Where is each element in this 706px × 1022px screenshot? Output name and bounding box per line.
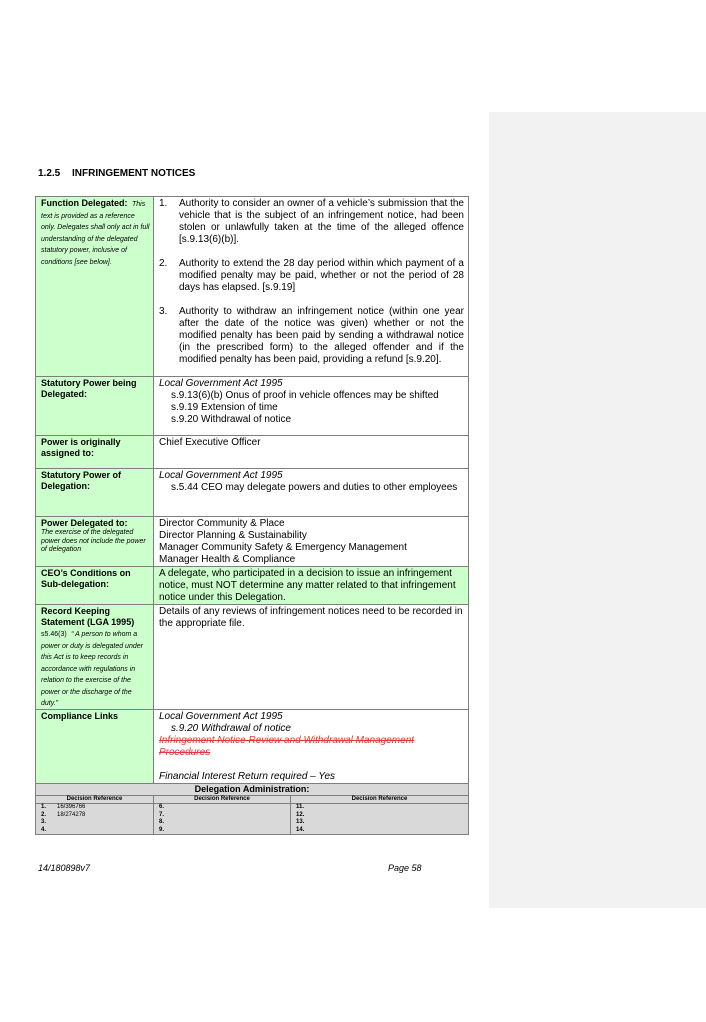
decision-reference-value — [312, 827, 468, 835]
decision-reference-row — [154, 827, 290, 835]
authority-item-number: 1. — [159, 198, 168, 209]
label-record-keeping: Record Keeping Statement (LGA 1995) s5.46(3) “ A person to whom a power or duty is delegated under this Act is to keep records in accordance with regulations in relation to the exercise of the power or the discharge of the duty.” — [36, 605, 154, 710]
decision-reference-value — [57, 819, 153, 827]
decision-reference-row — [36, 812, 153, 820]
power-of-delegation-value — [154, 469, 469, 517]
delegated-to-value — [154, 517, 469, 567]
record-keeping-ref: s5.46(3) — [41, 631, 67, 638]
statutory-power-act: Local Government Act 1995 — [159, 378, 283, 389]
decision-reference-value: 18/274278 — [57, 811, 86, 818]
label-compliance: Compliance Links — [36, 709, 154, 783]
label-function-delegated — [36, 197, 154, 377]
decision-reference-value — [175, 804, 290, 812]
decision-reference-value — [57, 827, 153, 835]
authority-item — [159, 306, 464, 366]
decision-reference-row — [36, 827, 153, 835]
section-heading — [38, 168, 195, 179]
decision-reference-row — [36, 804, 153, 812]
function-delegated-note: This text is provided as a reference only. Delegates shall only act in full understanding of the delegated statutory power, inclusive of conditions [see below]. — [41, 201, 150, 266]
struck-procedure-link[interactable]: Infringement Notice Review and Withdrawal Management Procedures — [159, 734, 415, 758]
row-power-of-delegation — [36, 469, 469, 517]
decision-reference-header: Decision Reference — [36, 796, 153, 805]
page-number: Page 58 — [388, 863, 422, 873]
delegate: Manager Health & Compliance — [159, 554, 296, 565]
decision-reference-row — [154, 819, 290, 827]
compliance-act: Local Government Act 1995 — [159, 710, 283, 722]
power-of-delegation-line: s.5.44 CEO may delegate powers and duties to other employees — [171, 482, 458, 493]
document-reference: 14/180898v7 — [38, 863, 91, 873]
label-originally-assigned: Power is originally assigned to: — [36, 436, 154, 469]
decision-reference-value — [312, 819, 468, 827]
record-keeping-value: Details of any reviews of infringement notices need to be recorded in the appropriate file. — [154, 605, 469, 710]
compliance-line: s.9.20 Withdrawal of notice — [171, 722, 291, 734]
power-of-delegation-act: Local Government Act 1995 — [159, 470, 283, 481]
delegate: Director Community & Place — [159, 518, 285, 529]
row-statutory-power — [36, 377, 469, 436]
admin-column — [36, 795, 154, 835]
function-delegated-label: Function Delegated: — [41, 198, 128, 208]
decision-reference-index: 4. — [41, 826, 47, 833]
decision-reference-index: 12. — [296, 811, 305, 818]
originally-assigned-value: Chief Executive Officer — [154, 436, 469, 469]
decision-reference-row — [291, 804, 468, 812]
statutory-power-value — [154, 377, 469, 436]
decision-reference-index: 2. — [41, 811, 47, 818]
statutory-power-line: s.9.13(6)(b) Onus of proof in vehicle offences may be shifted — [171, 390, 439, 401]
decision-reference-index: 7. — [159, 811, 165, 818]
decision-reference-value — [312, 804, 468, 812]
label-statutory-power: Statutory Power being Delegated: — [36, 377, 154, 436]
record-keeping-note: “ A person to whom a power or duty is delegated under this Act is to keep records in accordance with regulations in relation to the exercise of the power or the discharge of the duty.” — [41, 631, 143, 707]
financial-interest-note: Financial Interest Return required – Yes — [159, 770, 336, 782]
delegate: Director Planning & Sustainability — [159, 530, 307, 541]
delegate: Manager Community Safety & Emergency Management — [159, 542, 407, 553]
label-power-of-delegation: Statutory Power of Delegation: — [36, 469, 154, 517]
authority-item-number: 3. — [159, 306, 168, 317]
decision-reference-index: 8. — [159, 819, 165, 825]
admin-column — [154, 795, 291, 835]
authority-item-text: Authority to extend the 28 day period within which payment of a modified penalty may be paid, whether or not the period of 28 days has elapsed. [s.9.19] — [179, 258, 464, 293]
admin-column — [291, 795, 469, 835]
decision-reference-header: Decision Reference — [291, 796, 468, 805]
decision-reference-value — [175, 812, 290, 820]
row-ceo-conditions — [36, 567, 469, 605]
row-function-delegated — [36, 197, 469, 377]
authority-item-number: 2. — [159, 258, 168, 269]
decision-reference-index: 13. — [296, 819, 305, 825]
decision-reference-value — [175, 819, 290, 827]
function-delegated-value — [154, 197, 469, 377]
decision-reference-index: 6. — [159, 804, 165, 810]
authority-item — [159, 258, 464, 294]
decision-reference-value — [312, 812, 468, 820]
section-title: INFRINGEMENT NOTICES — [72, 168, 196, 179]
row-compliance — [36, 709, 469, 783]
statutory-power-line: s.9.19 Extension of time — [171, 402, 278, 413]
compliance-value — [154, 709, 469, 783]
authority-item-text: Authority to withdraw an infringement notice (within one year after the date of the notice was given) whether or not the modified penalty has been paid by sending a withdrawal notice (in the prescribed form) to the alleged offender and if the modified penalty has been paid, providing a refund [s.9.20]. — [179, 306, 464, 365]
decision-reference-index: 9. — [159, 826, 165, 833]
section-number: 1.2.5 — [38, 168, 61, 179]
comment-pane — [489, 112, 706, 908]
admin-title: Delegation Administration: — [36, 783, 469, 795]
authority-list — [159, 198, 464, 366]
row-delegated-to — [36, 517, 469, 567]
row-admin-refs — [36, 795, 469, 835]
decision-reference-index: 11. — [296, 804, 305, 810]
decision-reference-row — [291, 812, 468, 820]
label-delegated-to: Power Delegated to: The exercise of the delegated power does not include the power of delegation — [36, 517, 154, 567]
authority-item — [159, 198, 464, 246]
row-admin-title — [36, 783, 469, 795]
decision-reference-value — [175, 827, 290, 835]
authority-item-text: Authority to consider an owner of a vehicle’s submission that the vehicle that is the subject of an infringement notice, had been stolen or unlawfully taken at the time of the alleged offence [s.9.13(6)(b)]. — [179, 198, 464, 245]
statutory-power-line: s.9.20 Withdrawal of notice — [171, 414, 292, 425]
row-record-keeping — [36, 605, 469, 710]
label-ceo-conditions: CEO’s Conditions on Sub-delegation: — [36, 567, 154, 605]
ceo-conditions-value: A delegate, who participated in a decision to issue an infringement notice, must NOT determine any matter related to that infringement notice under this Delegation. — [154, 567, 469, 605]
decision-reference-row — [36, 819, 153, 827]
decision-reference-index: 14. — [296, 826, 305, 833]
decision-reference-row — [154, 804, 290, 812]
decision-reference-index: 3. — [41, 819, 47, 825]
delegation-table — [35, 196, 469, 835]
decision-reference-index: 1. — [41, 804, 47, 810]
decision-reference-value: 16/396766 — [57, 804, 86, 810]
row-originally-assigned — [36, 436, 469, 469]
decision-reference-row — [154, 812, 290, 820]
decision-reference-row — [291, 819, 468, 827]
decision-reference-row — [291, 827, 468, 835]
delegated-to-note: The exercise of the delegated power does not include the power of delegation — [41, 529, 146, 553]
decision-reference-header: Decision Reference — [154, 796, 290, 805]
